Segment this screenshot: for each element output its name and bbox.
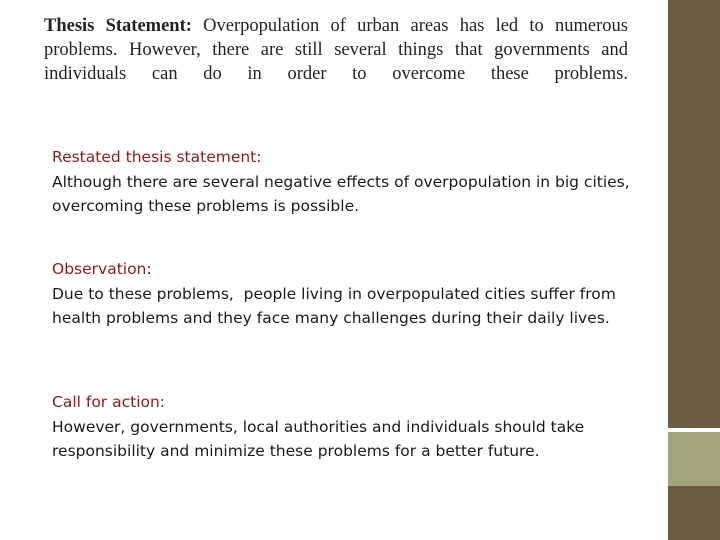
restated-thesis-heading: Restated thesis statement:: [52, 148, 262, 166]
call-for-action-heading-line: [52, 390, 632, 415]
call-for-action-heading: Call for action:: [52, 393, 166, 411]
thesis-statement: [44, 14, 628, 86]
thesis-text: Overpopulation of urban areas has led to numerous problems. However, there are still several things that governments and individuals can do in order to overcome these problems.: [44, 16, 628, 84]
observation-heading-line: [52, 257, 632, 282]
restated-thesis-section: [52, 145, 632, 219]
side-decor-accent-block: [668, 432, 720, 486]
restated-thesis-heading-line: [52, 145, 632, 170]
call-for-action-body: However, governments, local authorities and individuals should take responsibility and minimize these problems for a better future.: [52, 417, 585, 460]
restated-thesis-body: Although there are several negative effects of overpopulation in big cities, overcoming these problems is possible.: [52, 172, 630, 215]
observation-section: [52, 257, 632, 331]
call-for-action-section: [52, 390, 632, 464]
observation-body: Due to these problems, people living in overpopulated cities suffer from health problems and they face many challenges during their daily lives.: [52, 284, 621, 327]
thesis-label: Thesis Statement:: [44, 16, 192, 36]
observation-heading: Observation: [52, 260, 147, 278]
observation-colon: :: [146, 260, 152, 278]
